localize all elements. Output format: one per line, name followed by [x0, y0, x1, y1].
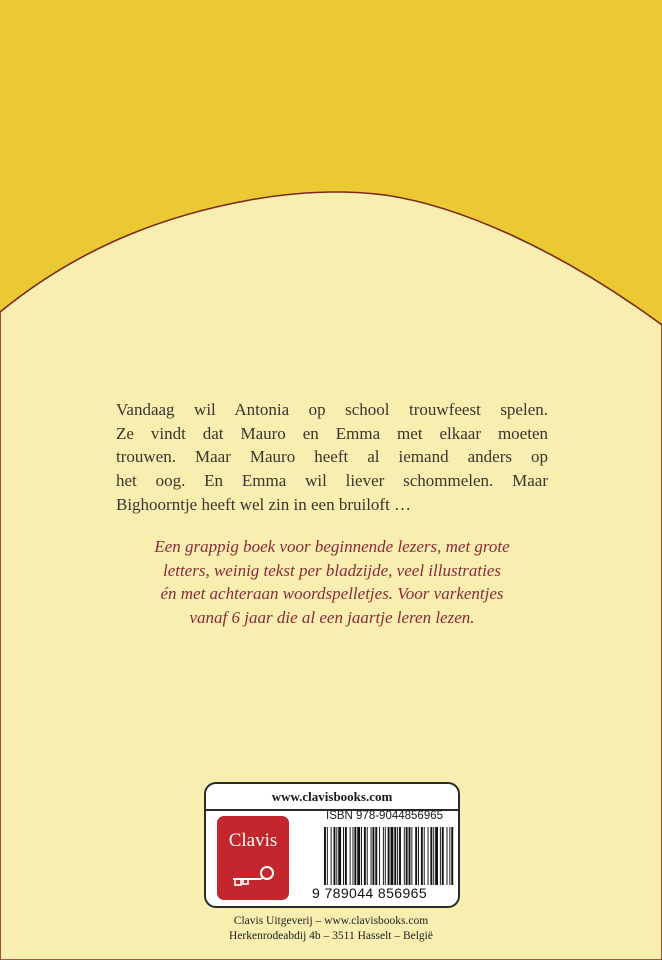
logo-wordmark: Clavis: [228, 830, 278, 851]
summary-line: Bighoorntje heeft wel zin in een bruiloft …: [116, 494, 412, 514]
barcode-bar: [399, 827, 401, 885]
barcode-bar: [361, 827, 362, 885]
barcode-bar: [364, 827, 366, 885]
publisher-line-2: Herkenrodeabdij 4b – 3511 Hasselt – België: [229, 930, 433, 942]
barcode-bar: [357, 827, 360, 885]
website-url: www.clavisbooks.com: [206, 784, 458, 811]
barcode-bar: [385, 827, 386, 885]
barcode-bar: [418, 827, 419, 885]
tagline-text: [116, 535, 548, 630]
barcode-bar: [331, 827, 332, 885]
barcode-bar: [451, 827, 453, 885]
summary-text: [116, 398, 548, 517]
tagline-line: Een grappig boek voor beginnende lezers, met grote: [154, 537, 510, 556]
summary-line: Ze vindt dat Mauro en Emma met elkaar moeten: [116, 423, 548, 443]
barcode-bar: [421, 827, 423, 885]
summary-line: het oog. En Emma wil liever schommelen. Maar: [116, 471, 548, 491]
barcode-bar: [334, 827, 336, 885]
barcode-bar: [350, 827, 351, 885]
barcode-bar: [409, 827, 411, 885]
barcode-bar: [367, 827, 368, 885]
barcode-bar: [345, 827, 347, 885]
tagline-line: vanaf 6 jaar die al een jaartje leren lezen.: [189, 608, 475, 628]
barcode-bar: [449, 827, 450, 885]
barcode-bar: [354, 827, 356, 885]
barcode-bar: [394, 827, 396, 885]
barcode-bar: [406, 827, 408, 885]
barcode-bar: [440, 827, 441, 885]
barcode-bar: [336, 827, 337, 885]
tagline-line: letters, weinig tekst per bladzijde, veel illustraties: [162, 560, 502, 580]
barcode-bar: [433, 827, 434, 885]
tagline-line: én met achteraan woordspelletjes. Voor varkentjes: [160, 584, 504, 604]
key-icon: [231, 864, 275, 888]
barcode-bar: [415, 827, 417, 885]
barcode-bar: [375, 827, 377, 885]
barcode-bar: [379, 827, 380, 885]
summary-line: Vandaag wil Antonia op school trouwfeest spelen.: [116, 400, 548, 419]
barcode-bar: [371, 827, 372, 885]
barcode-bar: [428, 827, 429, 885]
barcode-bar: [442, 827, 444, 885]
publisher-address: [0, 914, 662, 944]
barcode-bar: [411, 827, 412, 885]
barcode-bar: [383, 827, 384, 885]
publisher-line-1: Clavis Uitgeverij – www.clavisbooks.com: [233, 915, 429, 927]
barcode-bars: [322, 827, 456, 885]
barcode-bar: [391, 827, 394, 885]
barcode-bar: [397, 827, 398, 885]
clavis-logo: [217, 816, 289, 900]
barcode-bar: [388, 827, 390, 885]
barcode-panel: [204, 782, 460, 908]
barcode-bar: [447, 827, 448, 885]
barcode-bar: [327, 827, 328, 885]
barcode-bar: [353, 827, 354, 885]
barcode-bar: [430, 827, 432, 885]
summary-line: trouwen. Maar Mauro heeft al iemand anders op: [116, 447, 548, 467]
barcode-bar: [372, 827, 374, 885]
barcode-bar: [343, 827, 344, 885]
barcode-bar: [404, 827, 405, 885]
barcode-bar: [324, 827, 326, 885]
barcode-bar: [435, 827, 438, 885]
barcode-digits: 9 789044 856965: [312, 885, 427, 901]
isbn-label: ISBN 978-9044856965: [326, 810, 444, 822]
barcode-bar: [338, 827, 341, 885]
barcode-bar: [424, 827, 425, 885]
